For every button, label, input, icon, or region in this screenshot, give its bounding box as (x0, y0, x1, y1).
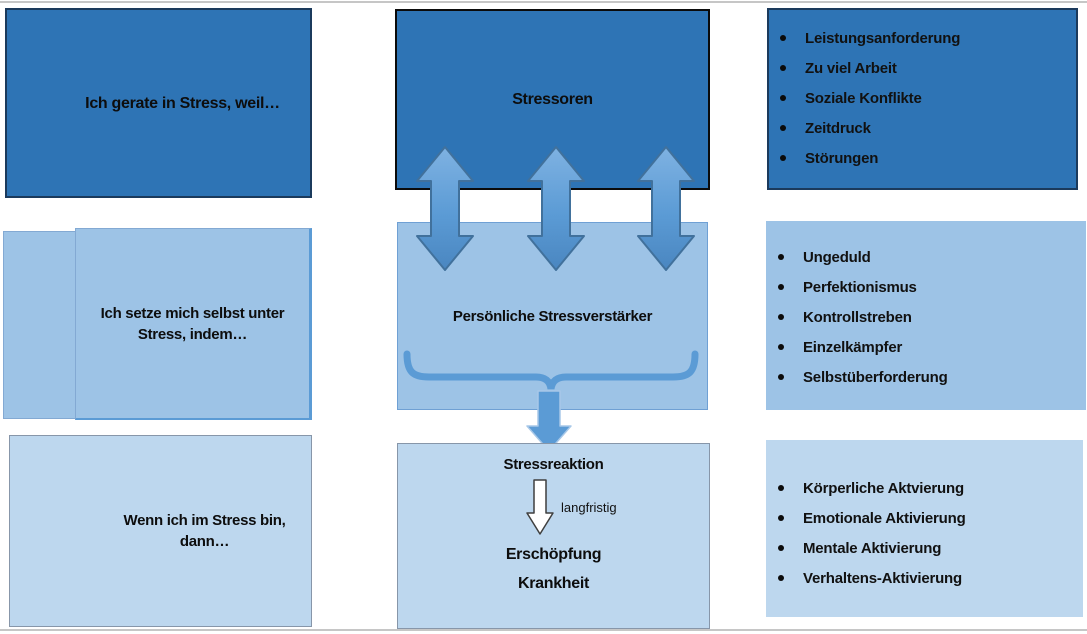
list-item-label: Einzelkämpfer (803, 338, 903, 356)
langfristig-label: langfristig (561, 500, 617, 515)
slide-top-divider (0, 1, 1087, 3)
list-item-label: Zu viel Arbeit (805, 59, 897, 77)
list-item-label: Perfektionismus (803, 278, 917, 296)
box-reaktion-examples (766, 440, 1083, 617)
list-item-label: Ungeduld (803, 248, 871, 266)
erschoepfung-label: Erschöpfung (505, 546, 602, 563)
bullet-icon (778, 344, 784, 350)
list-item (777, 53, 960, 83)
list-item-label: Soziale Konflikte (805, 89, 922, 107)
box-label: Ich gerate in Stress, weil… (85, 94, 280, 112)
list-item (777, 113, 960, 143)
bullet-icon (780, 125, 786, 131)
slide-bottom-divider (0, 629, 1087, 631)
box-label-line2: Stress, indem… (137, 325, 248, 343)
stressreaktion-title: Stressreaktion (503, 456, 604, 473)
bullet-icon (778, 485, 784, 491)
bullet-icon (778, 374, 784, 380)
box-label-line1: Ich setze mich selbst unter (100, 304, 285, 322)
list-item-label: Selbstüberforderung (803, 368, 948, 386)
bullet-icon (778, 545, 784, 551)
box-wenn-ich-im-stress (9, 435, 312, 627)
curly-brace-icon (402, 348, 700, 394)
bullet-icon (780, 65, 786, 71)
bullet-icon (780, 155, 786, 161)
list-item (775, 302, 948, 332)
double-arrow-icon (414, 145, 476, 272)
list-item (777, 23, 960, 53)
bullet-icon (780, 35, 786, 41)
list-item-label: Verhaltens-Aktivierung (803, 569, 962, 587)
bullet-icon (778, 314, 784, 320)
list-item (775, 533, 966, 563)
bullet-icon (778, 515, 784, 521)
list-item-label: Störungen (805, 149, 879, 167)
double-arrow-icon (635, 145, 697, 272)
list-item (775, 503, 966, 533)
box-stressreaktion (397, 443, 710, 629)
reaktion-list (775, 473, 966, 593)
list-item (777, 143, 960, 173)
bullet-icon (778, 284, 784, 290)
stressoren-list (777, 23, 960, 173)
list-item-label: Leistungsanforderung (805, 29, 961, 47)
double-arrow-icon (525, 145, 587, 272)
box-verstaerker-examples (766, 221, 1086, 410)
list-item-label: Emotionale Aktivierung (803, 509, 966, 527)
list-item (775, 473, 966, 503)
verstaerker-list (775, 242, 948, 392)
list-item-label: Körperliche Aktvierung (803, 479, 964, 497)
list-item (777, 83, 960, 113)
box-stressoren-examples (767, 8, 1078, 190)
box-label (101, 303, 285, 345)
list-item (775, 242, 948, 272)
bullet-icon (778, 254, 784, 260)
list-item (775, 362, 948, 392)
krankheit-label: Krankheit (517, 575, 590, 592)
list-item (775, 563, 966, 593)
list-item (775, 272, 948, 302)
list-item-label: Kontrollstreben (803, 308, 912, 326)
box-label (35, 510, 285, 552)
stressoren-title: Stressoren (512, 91, 593, 108)
list-item-label: Zeitdruck (805, 119, 871, 137)
box-label-line2: dann… (179, 533, 230, 550)
list-item-label: Mentale Aktivierung (803, 539, 942, 557)
box-label-line1: Wenn ich im Stress bin, (123, 512, 286, 529)
box-selbst-stress-front (75, 228, 312, 420)
bullet-icon (780, 95, 786, 101)
list-item (775, 332, 948, 362)
verstaerker-title: Persönliche Stressverstärker (452, 308, 653, 325)
box-ich-gerate-in-stress (5, 8, 312, 198)
bullet-icon (778, 575, 784, 581)
long-term-arrow-icon (526, 479, 554, 535)
